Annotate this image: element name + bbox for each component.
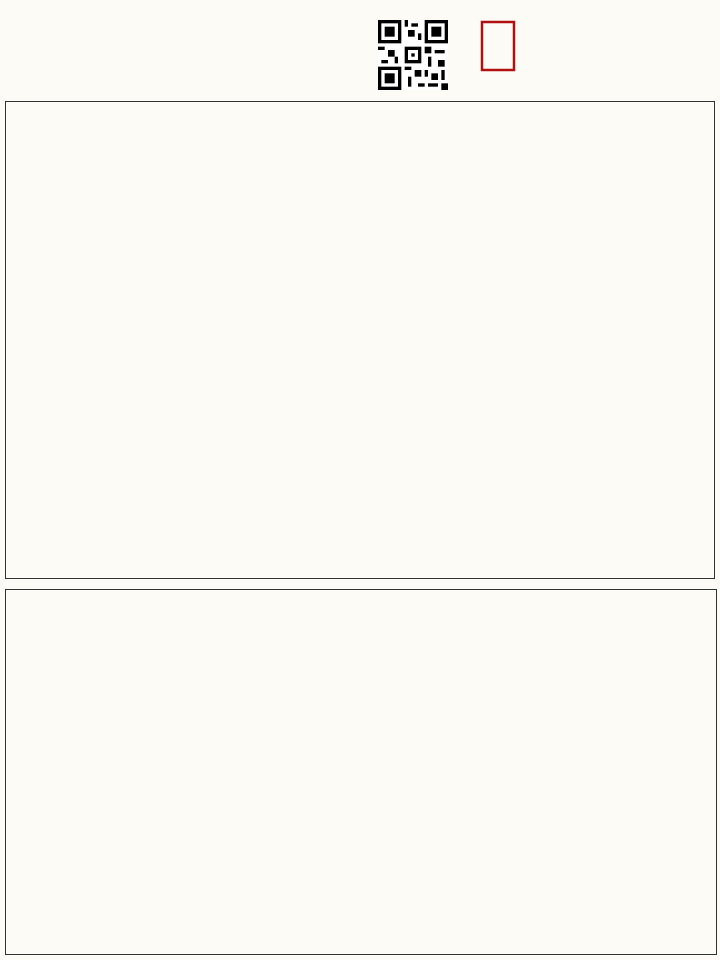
pillars-grid: [5, 101, 715, 579]
logo: [480, 6, 710, 76]
yearly-grid: [5, 589, 717, 955]
qr-code-icon: [378, 20, 448, 90]
header: [0, 0, 720, 100]
gender: [10, 30, 17, 47]
